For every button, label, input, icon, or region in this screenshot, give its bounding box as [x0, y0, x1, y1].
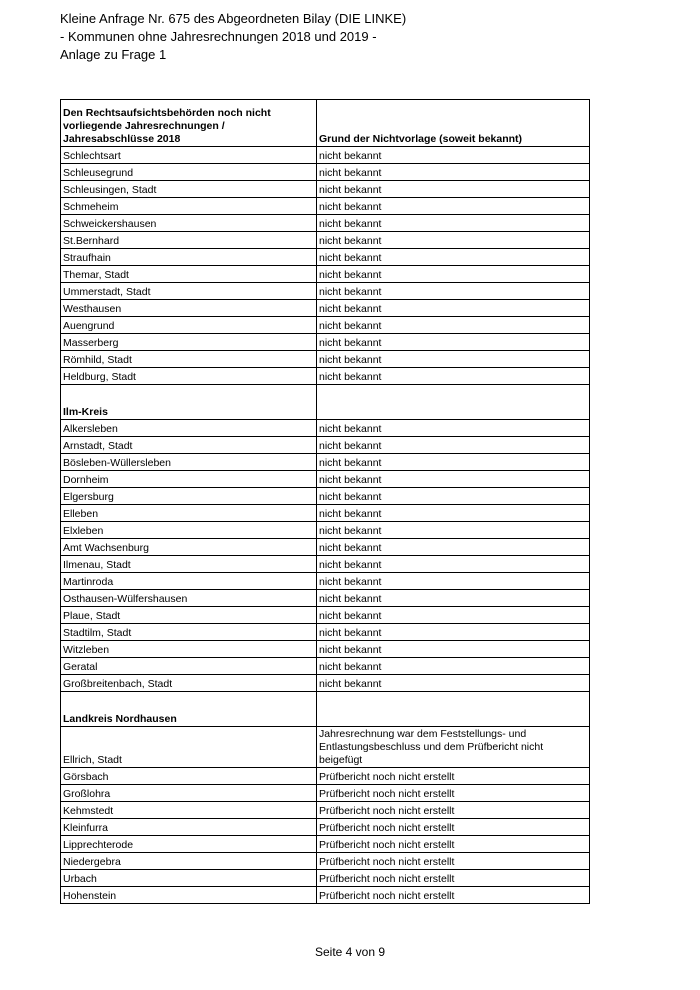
reason-cell: nicht bekannt [317, 607, 590, 624]
reason-cell: nicht bekannt [317, 283, 590, 300]
municipality-cell: Kehmstedt [61, 802, 317, 819]
table-row [61, 334, 590, 351]
reason-cell: Prüfbericht noch nicht erstellt [317, 768, 590, 785]
table-row [61, 215, 590, 232]
table-row [61, 181, 590, 198]
table-row [61, 887, 590, 904]
reason-cell: nicht bekannt [317, 437, 590, 454]
table-row [61, 249, 590, 266]
municipality-cell: Elgersburg [61, 488, 317, 505]
municipality-cell: St.Bernhard [61, 232, 317, 249]
page-number: Seite 4 von 9 [314, 945, 386, 959]
municipality-cell: Römhild, Stadt [61, 351, 317, 368]
table-row [61, 317, 590, 334]
municipality-cell: Elleben [61, 505, 317, 522]
section-header-row [61, 385, 590, 420]
municipality-cell: Masserberg [61, 334, 317, 351]
municipality-cell: Osthausen-Wülfershausen [61, 590, 317, 607]
reason-cell: Prüfbericht noch nicht erstellt [317, 802, 590, 819]
municipality-cell: Amt Wachsenburg [61, 539, 317, 556]
header-line-3: Anlage zu Frage 1 [60, 47, 167, 62]
municipality-cell: Stadtilm, Stadt [61, 624, 317, 641]
table-row [61, 471, 590, 488]
reason-cell: nicht bekannt [317, 590, 590, 607]
reason-cell: nicht bekannt [317, 215, 590, 232]
table-row [61, 539, 590, 556]
table-row [61, 164, 590, 181]
reason-cell: Prüfbericht noch nicht erstellt [317, 887, 590, 904]
table-row [61, 870, 590, 887]
municipality-cell: Schmeheim [61, 198, 317, 215]
table-row [61, 488, 590, 505]
table-row [61, 727, 590, 768]
reason-cell: nicht bekannt [317, 675, 590, 692]
table-row [61, 420, 590, 437]
municipality-cell: Schleusingen, Stadt [61, 181, 317, 198]
table-row [61, 802, 590, 819]
header-line-2: - Kommunen ohne Jahresrechnungen 2018 und 2019 - [60, 29, 377, 44]
municipality-cell: Schweickershausen [61, 215, 317, 232]
reason-cell: nicht bekannt [317, 539, 590, 556]
municipality-cell: Ellrich, Stadt [61, 727, 317, 768]
reason-cell: nicht bekannt [317, 488, 590, 505]
document-header [60, 10, 406, 64]
reason-cell: Prüfbericht noch nicht erstellt [317, 819, 590, 836]
reason-cell: nicht bekannt [317, 249, 590, 266]
municipality-cell: Schleusegrund [61, 164, 317, 181]
table-row [61, 198, 590, 215]
reason-cell: nicht bekannt [317, 522, 590, 539]
table-row [61, 437, 590, 454]
municipality-cell: Westhausen [61, 300, 317, 317]
municipality-cell: Plaue, Stadt [61, 607, 317, 624]
reason-cell: nicht bekannt [317, 420, 590, 437]
municipality-cell: Großlohra [61, 785, 317, 802]
table-row [61, 658, 590, 675]
reason-cell: nicht bekannt [317, 300, 590, 317]
reason-cell: nicht bekannt [317, 317, 590, 334]
table-row [61, 836, 590, 853]
reason-cell: nicht bekannt [317, 147, 590, 164]
table-row [61, 573, 590, 590]
municipality-cell: Lipprechterode [61, 836, 317, 853]
section-title: Ilm-Kreis [61, 385, 317, 420]
municipality-cell: Schlechtsart [61, 147, 317, 164]
municipality-cell: Hohenstein [61, 887, 317, 904]
reason-cell: nicht bekannt [317, 505, 590, 522]
reason-cell: nicht bekannt [317, 164, 590, 181]
table-row [61, 283, 590, 300]
municipality-cell: Urbach [61, 870, 317, 887]
reason-cell: nicht bekannt [317, 471, 590, 488]
reason-cell: nicht bekannt [317, 232, 590, 249]
section-empty-cell [317, 692, 590, 727]
table-row [61, 522, 590, 539]
reason-cell: nicht bekannt [317, 573, 590, 590]
municipality-cell: Martinroda [61, 573, 317, 590]
reason-cell: nicht bekannt [317, 351, 590, 368]
section-empty-cell [317, 385, 590, 420]
table-row [61, 641, 590, 658]
municipality-cell: Bösleben-Wüllersleben [61, 454, 317, 471]
table-row [61, 505, 590, 522]
municipality-cell: Großbreitenbach, Stadt [61, 675, 317, 692]
table-row [61, 266, 590, 283]
table-row [61, 368, 590, 385]
reason-cell: Prüfbericht noch nicht erstellt [317, 870, 590, 887]
municipality-cell: Heldburg, Stadt [61, 368, 317, 385]
table-row [61, 147, 590, 164]
reason-cell: nicht bekannt [317, 368, 590, 385]
municipality-cell: Ilmenau, Stadt [61, 556, 317, 573]
reason-cell: nicht bekannt [317, 198, 590, 215]
reason-cell: nicht bekannt [317, 658, 590, 675]
table-row [61, 853, 590, 870]
table-row [61, 454, 590, 471]
municipality-cell: Straufhain [61, 249, 317, 266]
table-row [61, 607, 590, 624]
reason-cell: nicht bekannt [317, 556, 590, 573]
municipality-cell: Themar, Stadt [61, 266, 317, 283]
column-header-municipality: Den Rechtsaufsichtsbehörden noch nicht vorliegende Jahresrechnungen / Jahresabschlüsse 2018 [61, 100, 317, 147]
table-row [61, 768, 590, 785]
section-title: Landkreis Nordhausen [61, 692, 317, 727]
municipality-cell: Dornheim [61, 471, 317, 488]
table-header-row [61, 100, 590, 147]
municipality-cell: Ummerstadt, Stadt [61, 283, 317, 300]
municipality-cell: Görsbach [61, 768, 317, 785]
section-header-row [61, 692, 590, 727]
municipality-cell: Niedergebra [61, 853, 317, 870]
municipality-cell: Kleinfurra [61, 819, 317, 836]
table-row [61, 624, 590, 641]
municipality-cell: Arnstadt, Stadt [61, 437, 317, 454]
municipalities-table [60, 99, 590, 904]
table-row [61, 232, 590, 249]
reason-cell: Jahresrechnung war dem Feststellungs- und Entlastungsbeschluss und dem Prüfbericht nicht beigefügt [317, 727, 590, 768]
table-row [61, 675, 590, 692]
reason-cell: nicht bekannt [317, 641, 590, 658]
municipality-cell: Auengrund [61, 317, 317, 334]
municipality-cell: Elxleben [61, 522, 317, 539]
header-line-1: Kleine Anfrage Nr. 675 des Abgeordneten Bilay (DIE LINKE) [60, 11, 407, 26]
reason-cell: nicht bekannt [317, 454, 590, 471]
reason-cell: Prüfbericht noch nicht erstellt [317, 785, 590, 802]
column-header-reason: Grund der Nichtvorlage (soweit bekannt) [317, 100, 590, 147]
reason-cell: Prüfbericht noch nicht erstellt [317, 853, 590, 870]
reason-cell: nicht bekannt [317, 334, 590, 351]
reason-cell: nicht bekannt [317, 624, 590, 641]
reason-cell: Prüfbericht noch nicht erstellt [317, 836, 590, 853]
municipality-cell: Witzleben [61, 641, 317, 658]
table-row [61, 819, 590, 836]
table-row [61, 590, 590, 607]
reason-cell: nicht bekannt [317, 266, 590, 283]
table-row [61, 300, 590, 317]
table-row [61, 351, 590, 368]
table-row [61, 785, 590, 802]
table-row [61, 556, 590, 573]
municipality-cell: Geratal [61, 658, 317, 675]
municipality-cell: Alkersleben [61, 420, 317, 437]
reason-cell: nicht bekannt [317, 181, 590, 198]
